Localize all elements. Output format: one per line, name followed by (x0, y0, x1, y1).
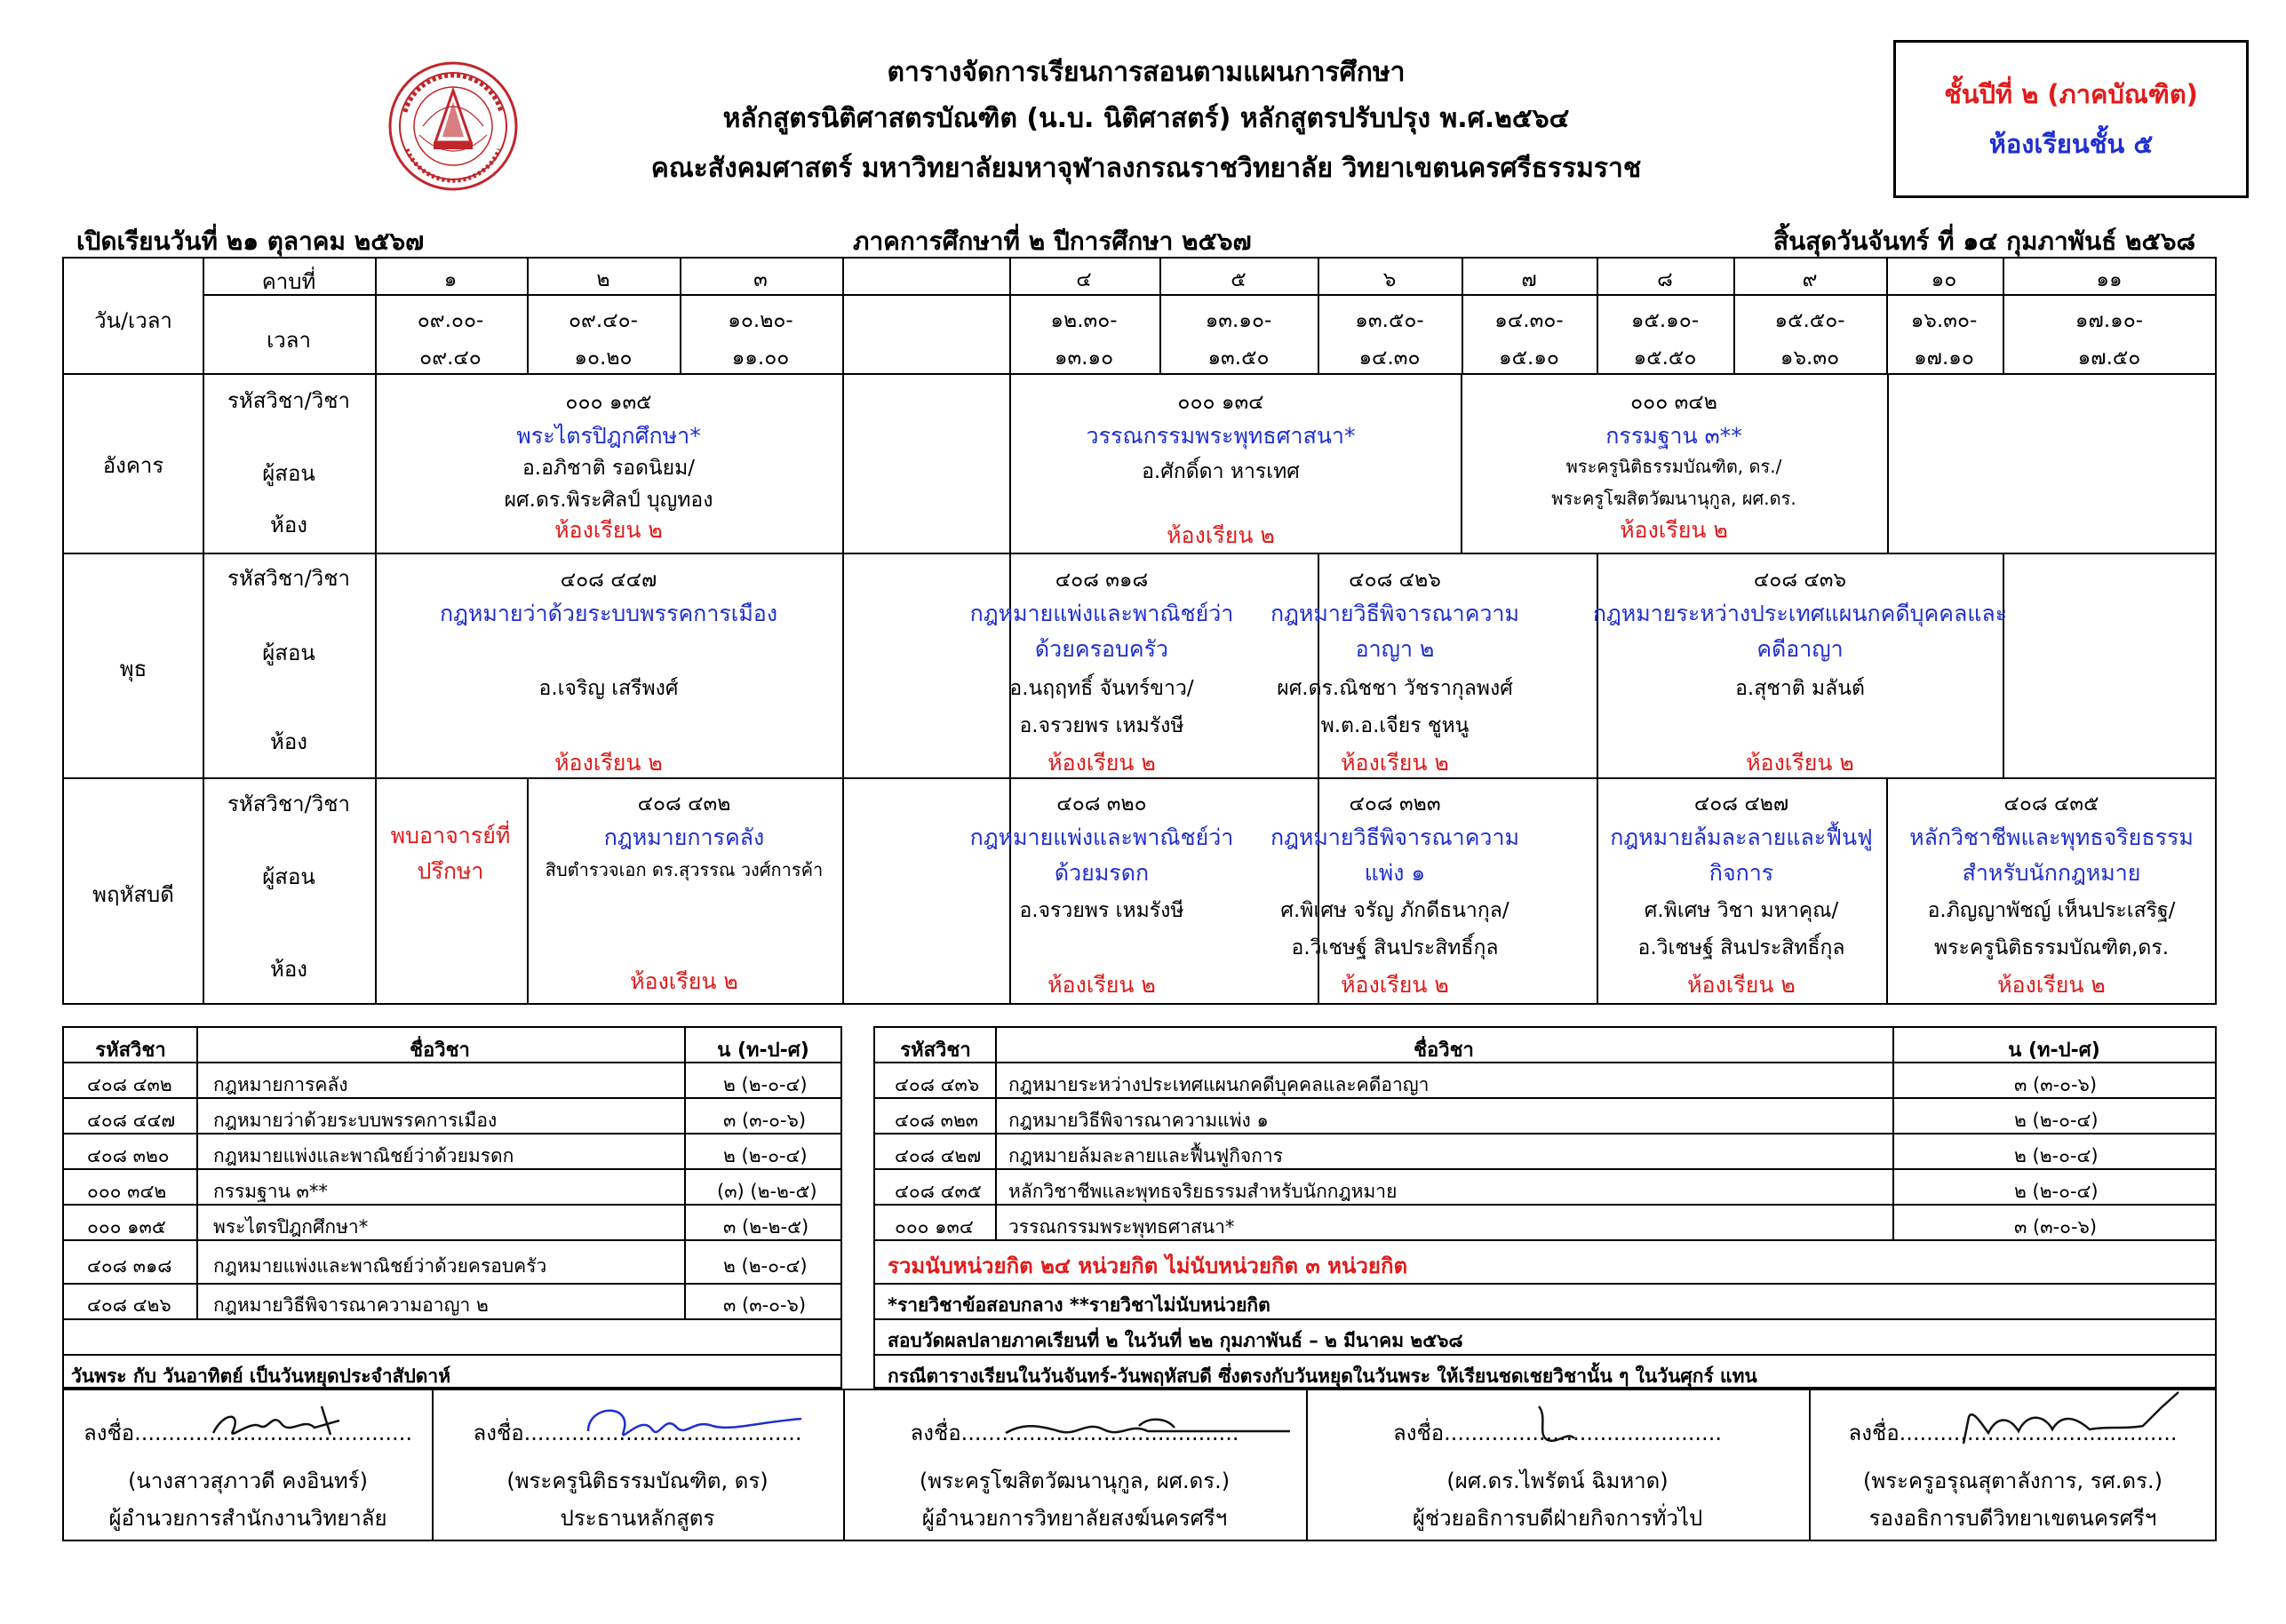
final-exam-note: สอบวัดผลปลายภาคเรียนที่ ๒ ในวันที่ ๒๒ กุมภาพันธ์ – ๒ มีนาคม ๒๕๖๘ (888, 1330, 1463, 1351)
course-teacher: ศ.พิเศษ วิชา มหาคุณ/ (1644, 899, 1839, 922)
signatory-position: ประธานหลักสูตร (560, 1506, 715, 1531)
row-teacher-label: ผู้สอน (262, 461, 315, 486)
university-seal-logo (387, 60, 519, 192)
course-code: ๔๐๘ ๓๑๘ (1055, 569, 1149, 592)
course-code-cell: ๔๐๘ ๔๔๗ (87, 1110, 176, 1131)
course-room: ห้องเรียน ๒ (1047, 972, 1156, 998)
signatory-name: (พระครูอรุณสุตาลังการ, รศ.ดร.) (1863, 1469, 2163, 1493)
course-code: ๐๐๐ ๓๔๒ (1630, 391, 1717, 414)
period-3: ๓ (753, 268, 768, 291)
signatory-name: (นางสาวสุภาวดี คงอินทร์) (128, 1469, 368, 1493)
day-tuesday: อังคาร (102, 453, 164, 478)
header-credit: น (ท-ป-ศ) (717, 1039, 809, 1062)
course-room: ห้องเรียน ๒ (1167, 522, 1275, 548)
header-code: รหัสวิชา (900, 1039, 971, 1062)
course-name-cell: กฎหมายการคลัง (213, 1074, 348, 1095)
time-start-7: ๑๔.๓๐- (1494, 309, 1564, 332)
year-level: ชั้นปีที่ ๒ (ภาคบัณฑิต) (1944, 79, 2198, 109)
course-teacher: พระครูโฆสิตวัฒนานุกูล, ผศ.ดร. (1551, 488, 1796, 509)
row-room-label: ห้อง (270, 957, 307, 982)
course-code-cell: ๐๐๐ ๑๓๔ (895, 1216, 974, 1238)
course-name: สำหรับนักกฎหมาย (1962, 860, 2141, 886)
course-name: พระไตรปิฎกศึกษา* (516, 423, 701, 449)
signature-line: ลงชื่อ......................................... (910, 1421, 1239, 1445)
program-title: หลักสูตรนิติศาสตรบัณฑิต (น.บ. นิติศาสตร์) หลักสูตรปรับปรุง พ.ศ.๒๕๖๔ (722, 103, 1570, 134)
row-code-label: รหัสวิชา/วิชา (227, 388, 350, 413)
course-name-cell: กฎหมายแพ่งและพาณิชย์ว่าด้วยครอบครัว (213, 1255, 547, 1277)
day-time-header: วัน/เวลา (94, 308, 172, 333)
course-credit-cell: ๒ (๒-๐-๔) (2014, 1181, 2099, 1202)
signatory-position: รองอธิการบดีวิทยาเขตนครศรีฯ (1868, 1506, 2157, 1531)
time-start-4: ๑๒.๓๐- (1050, 309, 1118, 332)
course-teacher: อ.จรวยพร เหมรังษี (1019, 899, 1184, 922)
course-teacher: อ.ภิญญาพัชญ์ เห็นประเสริฐ/ (1927, 899, 2176, 922)
course-code-cell: ๔๐๘ ๔๓๖ (895, 1074, 980, 1095)
course-teacher: อ.อภิชาติ รอดนิยม/ (522, 457, 696, 480)
course-name: กฎหมายล้มละลายและฟื้นฟู (1610, 824, 1873, 850)
time-end-7: ๑๕.๑๐ (1499, 346, 1559, 370)
course-name-cell: กรรมฐาน ๓** (213, 1181, 328, 1202)
course-code-cell: ๔๐๘ ๓๒๓ (895, 1110, 979, 1131)
signature-line: ลงชื่อ......................................... (1393, 1421, 1722, 1445)
course-name: กฎหมายการคลัง (603, 824, 765, 850)
time-header: เวลา (267, 328, 311, 353)
course-name: ด้วยมรดก (1054, 860, 1150, 886)
time-end-8: ๑๕.๕๐ (1633, 346, 1697, 370)
course-room: ห้องเรียน ๒ (1687, 972, 1796, 998)
course-name-cell: กฎหมายวิธีพิจารณาความแพ่ง ๑ (1008, 1110, 1269, 1131)
time-start-10: ๑๖.๓๐- (1910, 309, 1978, 332)
course-code: ๔๐๘ ๔๓๒ (637, 792, 731, 816)
course-credit-cell: ๓ (๓-๐-๖) (2014, 1074, 2098, 1095)
course-room: ห้องเรียน ๒ (1341, 972, 1449, 998)
course-credit-cell: ๓ (๓-๐-๖) (723, 1294, 807, 1316)
time-end-4: ๑๓.๑๐ (1054, 346, 1114, 370)
end-date: สิ้นสุดวันจันทร์ ที่ ๑๔ กุมภาพันธ์ ๒๕๖๘ (1773, 227, 2196, 256)
faculty-title: คณะสังคมศาสตร์ มหาวิทยาลัยมหาจุฬาลงกรณราชวิทยาลัย วิทยาเขตนครศรีธรรมราช (650, 153, 1642, 184)
period-7: ๗ (1521, 268, 1537, 291)
course-teacher: สิบตำรวจเอก ดร.สุวรรณ วงศ์การค้า (545, 859, 824, 880)
course-code: ๔๐๘ ๔๓๕ (2003, 792, 2099, 816)
period-header: คาบที่ (261, 269, 316, 294)
course-teacher: อ.วิเชษฐ์ สินประสิทธิ์กุล (1637, 936, 1845, 959)
time-end-9: ๑๖.๓๐ (1780, 346, 1840, 370)
course-name: แพ่ง ๑ (1364, 860, 1426, 886)
course-teacher: ผศ.ดร.พิระศิลป์ บุญทอง (504, 489, 713, 512)
course-code-cell: ๐๐๐ ๑๓๕ (87, 1216, 166, 1238)
course-name: หลักวิชาชีพและพุทธจริยธรรม (1909, 824, 2194, 850)
signatory-position: ผู้ช่วยอธิการบดีฝ่ายกิจการทั่วไป (1412, 1506, 1703, 1531)
course-teacher: อ.วิเชษฐ์ สินประสิทธิ์กุล (1291, 936, 1499, 959)
signatory-name: (ผศ.ดร.ไพรัตน์ ฉิมหาด) (1446, 1469, 1669, 1493)
course-credit-cell: (๓) (๒-๒-๕) (717, 1181, 817, 1202)
period-9: ๙ (1802, 268, 1818, 291)
course-code-cell: ๔๐๘ ๓๑๘ (87, 1255, 172, 1277)
course-name: คดีอาญา (1756, 636, 1844, 662)
course-name: กฎหมายว่าด้วยระบบพรรคการเมือง (439, 601, 778, 626)
time-start-3: ๑๐.๒๐- (728, 309, 793, 332)
course-teacher: อ.เจริญ เสรีพงศ์ (538, 677, 679, 700)
handwritten-signature (579, 1396, 810, 1449)
course-name-cell: กฎหมายว่าด้วยระบบพรรคการเมือง (213, 1110, 498, 1131)
row-code-label: รหัสวิชา/วิชา (227, 792, 350, 816)
course-code: ๔๐๘ ๓๒๓ (1349, 792, 1441, 816)
course-room: ห้องเรียน ๒ (1997, 972, 2106, 998)
credit-total: รวมนับหน่วยกิต ๒๔ หน่วยกิต ไม่นับหน่วยกิต ๓ หน่วยกิต (888, 1254, 1408, 1278)
course-name: วรรณกรรมพระพุทธศาสนา* (1086, 423, 1356, 449)
time-end-3: ๑๑.๐๐ (731, 346, 790, 370)
course-code: ๔๐๘ ๔๒๗ (1693, 792, 1789, 816)
schedule-title: ตารางจัดการเรียนการสอนตามแผนการศึกษา (887, 57, 1406, 88)
course-name: กฎหมายวิธีพิจารณาความ (1270, 824, 1519, 850)
period-5: ๕ (1231, 268, 1247, 291)
course-name-cell: กฎหมายระหว่างประเทศแผนกคดีบุคคลและคดีอาญา (1008, 1074, 1430, 1095)
header-code: รหัสวิชา (95, 1039, 166, 1062)
course-note: *รายวิชาข้อสอบกลาง **รายวิชาไม่นับหน่วยกิต (888, 1294, 1270, 1316)
header-name: ชื่อวิชา (410, 1039, 470, 1062)
header-name: ชื่อวิชา (1414, 1039, 1474, 1062)
signatory-position: ผู้อำนวยการสำนักงานวิทยาลัย (108, 1506, 387, 1531)
course-name: กรรมฐาน ๓** (1605, 423, 1742, 449)
course-name: ด้วยครอบครัว (1034, 636, 1169, 662)
course-room: ห้องเรียน ๒ (554, 750, 663, 776)
signature-section (62, 1389, 2217, 1541)
course-name: อาญา ๒ (1355, 636, 1435, 662)
classroom-level: ห้องเรียนชั้น ๕ (1988, 129, 2154, 159)
period-10: ๑๐ (1931, 268, 1957, 291)
period-6: ๖ (1382, 268, 1397, 291)
course-code: ๔๐๘ ๔๓๖ (1753, 569, 1847, 592)
signature-line: ลงชื่อ......................................... (84, 1421, 412, 1445)
time-start-9: ๑๕.๕๐- (1774, 309, 1845, 332)
course-teacher: ศ.พิเศษ จรัญ ภักดีธนากุล/ (1280, 899, 1509, 922)
course-teacher: พระครูนิติธรรมบัณฑิต, ดร./ (1565, 456, 1782, 477)
course-credit-cell: ๒ (๒-๐-๔) (2014, 1110, 2099, 1131)
row-code-label: รหัสวิชา/วิชา (227, 566, 350, 591)
course-name-cell: วรรณกรรมพระพุทธศาสนา* (1008, 1216, 1235, 1238)
holiday-note: วันพระ กับ วันอาทิตย์ เป็นวันหยุดประจำสัปดาห์ (71, 1365, 451, 1387)
course-room: ห้องเรียน ๒ (1047, 750, 1156, 776)
course-teacher: พ.ต.อ.เจียร ชูหนู (1320, 714, 1470, 737)
course-room: ห้องเรียน ๒ (1341, 750, 1449, 776)
time-end-6: ๑๔.๓๐ (1358, 346, 1421, 370)
time-start-5: ๑๓.๑๐- (1205, 309, 1272, 332)
row-teacher-label: ผู้สอน (262, 864, 315, 889)
period-1: ๑ (443, 268, 458, 291)
course-code-cell: ๔๐๘ ๔๒๖ (87, 1294, 171, 1316)
course-code: ๐๐๐ ๑๓๕ (565, 391, 652, 414)
course-teacher: พระครูนิติธรรมบัณฑิต,ดร. (1933, 936, 2170, 959)
course-code-cell: ๔๐๘ ๔๓๒ (87, 1074, 172, 1095)
year-level-box (1893, 40, 2249, 198)
time-end-11: ๑๗.๕๐ (2077, 346, 2141, 370)
row-teacher-label: ผู้สอน (262, 641, 315, 665)
course-credit-cell: ๓ (๒-๒-๕) (723, 1216, 809, 1238)
signature-line: ลงชื่อ......................................... (473, 1421, 802, 1445)
course-name: กฎหมายระหว่างประเทศแผนกคดีบุคคลและ (1592, 601, 2008, 626)
course-code: ๔๐๘ ๓๒๐ (1056, 792, 1147, 816)
course-name: กฎหมายแพ่งและพาณิชย์ว่า (969, 601, 1234, 626)
course-list-left (62, 1026, 842, 1389)
open-date: เปิดเรียนวันที่ ๒๑ ตุลาคม ๒๕๖๗ (76, 227, 425, 256)
time-end-2: ๑๐.๒๐ (574, 346, 633, 370)
course-name-cell: กฎหมายวิธีพิจารณาความอาญา ๒ (213, 1294, 489, 1316)
course-room: ห้องเรียน ๒ (1746, 750, 1854, 776)
day-wednesday: พุธ (119, 657, 147, 681)
course-teacher: ผศ.ดร.ณิชชา วัชรากุลพงศ์ (1277, 677, 1513, 700)
signatory-name: (พระครูโฆสิตวัฒนานุกูล, ผศ.ดร.) (919, 1469, 1231, 1493)
time-end-10: ๑๗.๑๐ (1914, 346, 1974, 370)
makeup-note: กรณีตารางเรียนในวันจันทร์-วันพฤหัสบดี ซึ่งตรงกับวันหยุดในวันพระ ให้เรียนชดเชยวิชานั้น ๆ ในวันศุกร์ แทน (888, 1365, 1757, 1387)
course-name-cell: หลักวิชาชีพและพุทธจริยธรรมสำหรับนักกฎหมาย (1008, 1181, 1398, 1202)
course-name: กิจการ (1709, 860, 1774, 886)
handwritten-signature (1956, 1390, 2205, 1453)
signatory-position: ผู้อำนวยการวิทยาลัยสงฆ์นครศรีฯ (921, 1506, 1228, 1531)
row-room-label: ห้อง (270, 513, 307, 537)
time-end-5: ๑๓.๕๐ (1207, 346, 1270, 370)
time-end-1: ๐๙.๔๐ (419, 346, 482, 370)
course-room: ห้องเรียน ๒ (1620, 517, 1728, 543)
course-code-cell: ๔๐๘ ๔๒๗ (895, 1145, 982, 1166)
course-teacher: อ.ศักดิ์ดา หารเทศ (1142, 460, 1300, 483)
course-credit-cell: ๒ (๒-๐-๔) (723, 1074, 808, 1095)
course-credit-cell: ๓ (๓-๐-๖) (723, 1110, 807, 1131)
course-name-cell: กฎหมายล้มละลายและฟื้นฟูกิจการ (1008, 1145, 1284, 1166)
period-11: ๑๑ (2096, 268, 2123, 291)
course-name: กฎหมายวิธีพิจารณาความ (1270, 601, 1519, 626)
time-start-8: ๑๕.๑๐- (1630, 309, 1700, 332)
course-name-cell: กฎหมายแพ่งและพาณิชย์ว่าด้วยมรดก (213, 1145, 514, 1166)
term-info: ภาคการศึกษาที่ ๒ ปีการศึกษา ๒๕๖๗ (853, 227, 1252, 256)
course-code-cell: ๔๐๘ ๔๓๕ (895, 1181, 982, 1202)
course-code-cell: ๐๐๐ ๓๔๒ (87, 1181, 167, 1202)
course-room: ห้องเรียน ๒ (554, 517, 663, 543)
course-code: ๐๐๐ ๑๓๔ (1177, 391, 1264, 414)
course-credit-cell: ๒ (๒-๐-๔) (723, 1255, 808, 1277)
course-credit-cell: ๒ (๒-๐-๔) (2014, 1145, 2099, 1166)
course-code: ๔๐๘ ๔๒๖ (1349, 569, 1441, 592)
signatory-name: (พระครูนิติธรรมบัณฑิต, ดร) (506, 1469, 769, 1493)
advisor-meeting: ปรึกษา (417, 858, 484, 884)
period-4: ๔ (1076, 268, 1092, 291)
course-list-right (873, 1026, 2217, 1389)
course-credit-cell: ๓ (๓-๐-๖) (2014, 1216, 2098, 1238)
handwritten-signature (997, 1405, 1299, 1449)
day-thursday: พฤหัสบดี (92, 882, 174, 907)
time-start-2: ๐๙.๔๐- (569, 309, 638, 332)
signature-line: ลงชื่อ......................................... (1848, 1421, 2178, 1445)
course-teacher: อ.นฤฤทธิ์ จันทร์ขาว/ (1009, 677, 1194, 700)
row-room-label: ห้อง (270, 729, 307, 754)
course-teacher: อ.สุชาติ มลันต์ (1735, 677, 1865, 700)
course-name-cell: พระไตรปิฎกศึกษา* (213, 1216, 369, 1238)
course-teacher: อ.จรวยพร เหมรังษี (1019, 714, 1184, 737)
handwritten-signature (1521, 1399, 1592, 1453)
time-start-6: ๑๓.๕๐- (1355, 309, 1424, 332)
course-name: กฎหมายแพ่งและพาณิชย์ว่า (969, 824, 1234, 850)
advisor-meeting: พบอาจารย์ที่ (390, 823, 511, 848)
handwritten-signature (206, 1394, 384, 1447)
header-credit: น (ท-ป-ศ) (2008, 1039, 2100, 1062)
period-8: ๘ (1657, 268, 1673, 291)
course-code: ๔๐๘ ๔๔๗ (560, 569, 657, 592)
course-code-cell: ๔๐๘ ๓๒๐ (87, 1145, 170, 1166)
course-credit-cell: ๒ (๒-๐-๔) (723, 1145, 808, 1166)
schedule-grid (62, 257, 2217, 1005)
course-room: ห้องเรียน ๒ (630, 968, 738, 994)
time-start-11: ๑๗.๑๐- (2075, 309, 2144, 332)
period-2: ๒ (596, 268, 610, 291)
time-start-1: ๐๙.๐๐- (417, 309, 484, 332)
